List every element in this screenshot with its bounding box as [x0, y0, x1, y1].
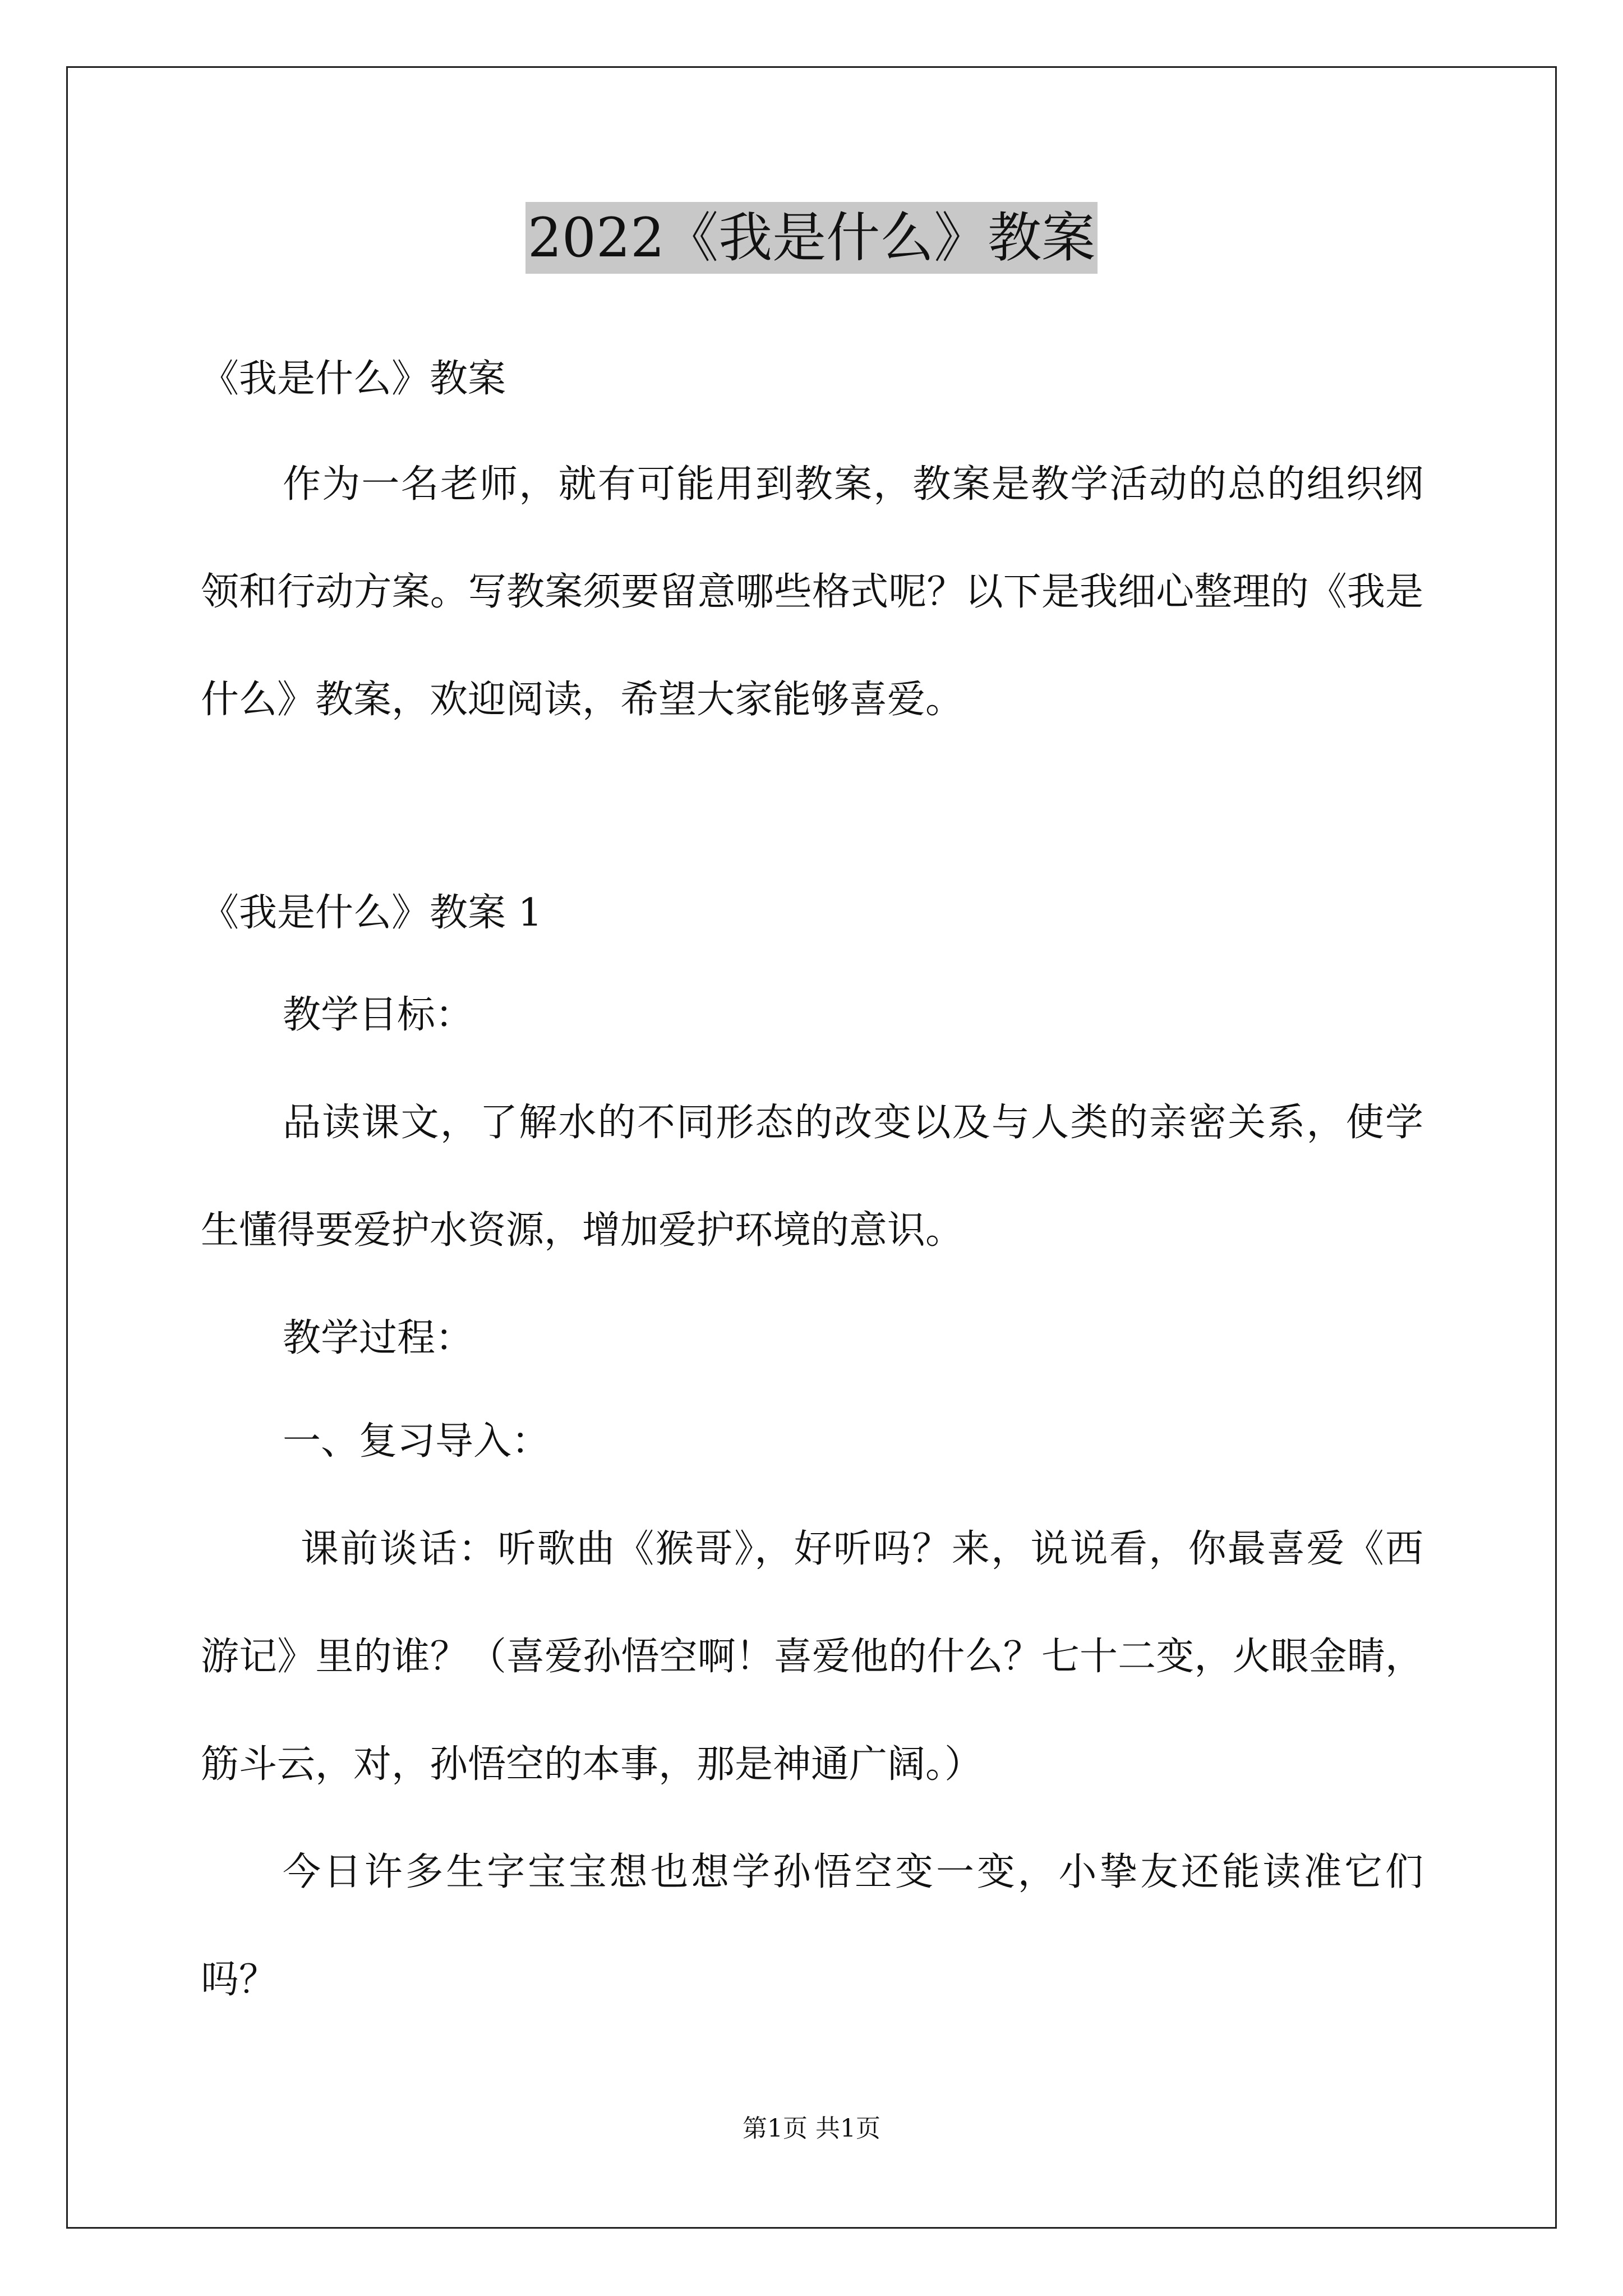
process-heading: 教学过程： — [283, 1316, 474, 1360]
document-title: 2022《我是什么》教案 — [525, 202, 1098, 274]
subtitle: 《我是什么》教案 — [201, 357, 506, 401]
title-container — [0, 202, 1623, 274]
section-heading: 《我是什么》教案 1 — [201, 891, 542, 935]
goal-heading: 教学目标： — [283, 993, 474, 1037]
closing-paragraph: 今日许多生字宝宝想也想学孙悟空变一变，小挚友还能读准它们吗？ — [201, 1850, 1423, 2002]
step-heading: 一、复习导入： — [283, 1419, 550, 1464]
page-footer: 第1页 共1页 — [743, 2114, 880, 2143]
intro-paragraph: 作为一名老师，就有可能用到教案，教案是教学活动的总的组织纲领和行动方案。写教案须要留意哪些格式呢？以下是我细心整理的《我是什么》教案，欢迎阅读，希望大家能够喜爱。 — [201, 462, 1423, 722]
goal-paragraph: 品读课文，了解水的不同形态的改变以及与人类的亲密关系，使学生懂得要爱护水资源，增加爱护环境的意识。 — [201, 1101, 1423, 1253]
step-paragraph: 课前谈话：听歌曲《猴哥》，好听吗？来，说说看，你最喜爱《西游记》里的谁？（喜爱孙悟空啊！喜爱他的什么？七十二变，火眼金睛，筋斗云，对，孙悟空的本事，那是神通广阔。） — [201, 1527, 1423, 1787]
